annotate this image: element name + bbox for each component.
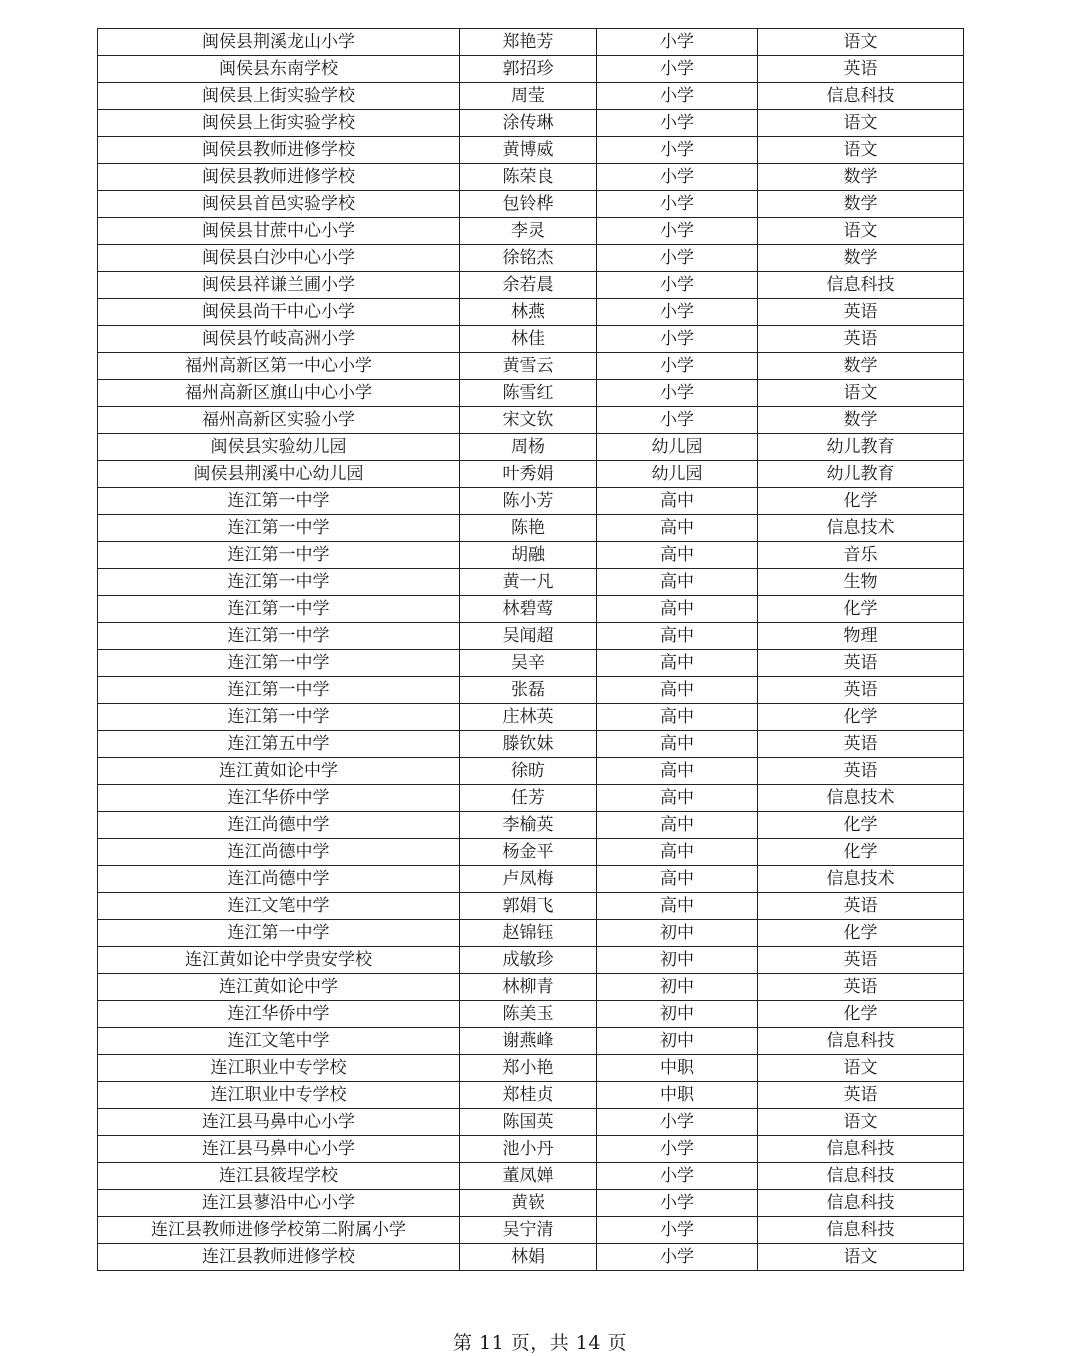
subject-cell: 语文	[758, 137, 964, 164]
school-cell: 连江黄如论中学	[98, 974, 460, 1001]
table-row	[98, 83, 964, 110]
school-level-cell: 小学	[597, 56, 758, 83]
school-cell: 连江第一中学	[98, 488, 460, 515]
subject-cell: 英语	[758, 326, 964, 353]
subject-cell: 信息科技	[758, 1028, 964, 1055]
school-cell: 福州高新区第一中心小学	[98, 353, 460, 380]
table-row	[98, 29, 964, 56]
subject-cell: 英语	[758, 299, 964, 326]
school-level-cell: 高中	[597, 488, 758, 515]
teacher-name-cell: 陈雪红	[460, 380, 597, 407]
teacher-name-cell: 郭娟飞	[460, 893, 597, 920]
school-cell: 连江第一中学	[98, 515, 460, 542]
school-level-cell: 小学	[597, 245, 758, 272]
table-row	[98, 974, 964, 1001]
subject-cell: 英语	[758, 974, 964, 1001]
teacher-name-cell: 黄嵚	[460, 1190, 597, 1217]
school-level-cell: 高中	[597, 542, 758, 569]
school-cell: 连江第一中学	[98, 569, 460, 596]
school-level-cell: 幼儿园	[597, 461, 758, 488]
subject-cell: 英语	[758, 677, 964, 704]
table-row	[98, 650, 964, 677]
school-level-cell: 高中	[597, 893, 758, 920]
teacher-name-cell: 胡融	[460, 542, 597, 569]
table-row	[98, 191, 964, 218]
subject-cell: 英语	[758, 758, 964, 785]
subject-cell: 幼儿教育	[758, 461, 964, 488]
school-cell: 闽侯县甘蔗中心小学	[98, 218, 460, 245]
school-cell: 连江尚德中学	[98, 866, 460, 893]
teacher-name-cell: 郑桂贞	[460, 1082, 597, 1109]
subject-cell: 语文	[758, 29, 964, 56]
school-level-cell: 高中	[597, 650, 758, 677]
teacher-name-cell: 黄一凡	[460, 569, 597, 596]
school-level-cell: 初中	[597, 1001, 758, 1028]
table-row	[98, 1163, 964, 1190]
subject-cell: 化学	[758, 704, 964, 731]
table-row	[98, 785, 964, 812]
school-cell: 连江职业中专学校	[98, 1082, 460, 1109]
school-cell: 连江第一中学	[98, 704, 460, 731]
school-cell: 闽侯县荆溪龙山小学	[98, 29, 460, 56]
teacher-name-cell: 郑艳芳	[460, 29, 597, 56]
school-level-cell: 小学	[597, 110, 758, 137]
school-level-cell: 高中	[597, 731, 758, 758]
table-row	[98, 1190, 964, 1217]
teacher-name-cell: 郑小艳	[460, 1055, 597, 1082]
teacher-name-cell: 林娟	[460, 1244, 597, 1271]
table-row	[98, 1082, 964, 1109]
table-row	[98, 866, 964, 893]
teacher-name-cell: 林碧莺	[460, 596, 597, 623]
teacher-name-cell: 黄雪云	[460, 353, 597, 380]
teacher-name-cell: 赵锦钰	[460, 920, 597, 947]
school-cell: 连江县马鼻中心小学	[98, 1109, 460, 1136]
subject-cell: 化学	[758, 839, 964, 866]
school-level-cell: 小学	[597, 380, 758, 407]
subject-cell: 英语	[758, 731, 964, 758]
teacher-name-cell: 林柳青	[460, 974, 597, 1001]
table-row	[98, 1028, 964, 1055]
table-row	[98, 1136, 964, 1163]
subject-cell: 信息科技	[758, 1163, 964, 1190]
teacher-name-cell: 董凤婵	[460, 1163, 597, 1190]
subject-cell: 信息技术	[758, 785, 964, 812]
school-level-cell: 小学	[597, 29, 758, 56]
table-row	[98, 272, 964, 299]
teacher-name-cell: 吴闻超	[460, 623, 597, 650]
school-cell: 连江县筱埕学校	[98, 1163, 460, 1190]
subject-cell: 化学	[758, 812, 964, 839]
school-level-cell: 小学	[597, 1109, 758, 1136]
school-level-cell: 高中	[597, 812, 758, 839]
subject-cell: 英语	[758, 1082, 964, 1109]
school-cell: 连江第一中学	[98, 650, 460, 677]
school-cell: 连江华侨中学	[98, 785, 460, 812]
table-row	[98, 137, 964, 164]
subject-cell: 音乐	[758, 542, 964, 569]
subject-cell: 英语	[758, 893, 964, 920]
school-level-cell: 小学	[597, 191, 758, 218]
subject-cell: 化学	[758, 1001, 964, 1028]
teacher-name-cell: 郭招珍	[460, 56, 597, 83]
school-cell: 福州高新区旗山中心小学	[98, 380, 460, 407]
teacher-name-cell: 吴辛	[460, 650, 597, 677]
school-level-cell: 中职	[597, 1082, 758, 1109]
subject-cell: 语文	[758, 110, 964, 137]
teacher-name-cell: 陈国英	[460, 1109, 597, 1136]
school-cell: 连江华侨中学	[98, 1001, 460, 1028]
school-cell: 连江黄如论中学贵安学校	[98, 947, 460, 974]
teacher-name-cell: 滕钦妹	[460, 731, 597, 758]
school-cell: 连江尚德中学	[98, 812, 460, 839]
school-level-cell: 初中	[597, 1028, 758, 1055]
school-level-cell: 高中	[597, 677, 758, 704]
school-level-cell: 小学	[597, 1244, 758, 1271]
table-row	[98, 353, 964, 380]
subject-cell: 信息科技	[758, 1190, 964, 1217]
table-row	[98, 731, 964, 758]
teacher-name-cell: 吴宁清	[460, 1217, 597, 1244]
school-level-cell: 高中	[597, 704, 758, 731]
teacher-name-cell: 周杨	[460, 434, 597, 461]
school-level-cell: 高中	[597, 758, 758, 785]
school-level-cell: 初中	[597, 920, 758, 947]
table-row	[98, 596, 964, 623]
subject-cell: 数学	[758, 407, 964, 434]
school-cell: 闽侯县尚干中心小学	[98, 299, 460, 326]
table-row	[98, 1217, 964, 1244]
school-level-cell: 高中	[597, 596, 758, 623]
teacher-name-cell: 陈美玉	[460, 1001, 597, 1028]
subject-cell: 信息科技	[758, 272, 964, 299]
table-body	[98, 29, 964, 1271]
school-level-cell: 初中	[597, 947, 758, 974]
table-row	[98, 488, 964, 515]
subject-cell: 语文	[758, 1109, 964, 1136]
subject-cell: 信息科技	[758, 1217, 964, 1244]
subject-cell: 语文	[758, 218, 964, 245]
school-level-cell: 小学	[597, 1217, 758, 1244]
table-row	[98, 326, 964, 353]
teacher-roster-table	[97, 28, 964, 1271]
school-cell: 闽侯县白沙中心小学	[98, 245, 460, 272]
school-cell: 闽侯县东南学校	[98, 56, 460, 83]
table-row	[98, 218, 964, 245]
subject-cell: 数学	[758, 191, 964, 218]
school-cell: 闽侯县教师进修学校	[98, 164, 460, 191]
school-level-cell: 高中	[597, 839, 758, 866]
teacher-name-cell: 谢燕峰	[460, 1028, 597, 1055]
table-row	[98, 812, 964, 839]
subject-cell: 化学	[758, 920, 964, 947]
school-cell: 福州高新区实验小学	[98, 407, 460, 434]
school-level-cell: 小学	[597, 299, 758, 326]
teacher-name-cell: 张磊	[460, 677, 597, 704]
school-cell: 闽侯县荆溪中心幼儿园	[98, 461, 460, 488]
subject-cell: 数学	[758, 353, 964, 380]
teacher-name-cell: 叶秀娟	[460, 461, 597, 488]
table-row	[98, 677, 964, 704]
table-row	[98, 407, 964, 434]
school-cell: 连江第一中学	[98, 677, 460, 704]
subject-cell: 信息技术	[758, 866, 964, 893]
teacher-name-cell: 李榆英	[460, 812, 597, 839]
school-cell: 连江第五中学	[98, 731, 460, 758]
school-level-cell: 小学	[597, 1163, 758, 1190]
subject-cell: 信息科技	[758, 1136, 964, 1163]
school-level-cell: 初中	[597, 974, 758, 1001]
teacher-name-cell: 余若晨	[460, 272, 597, 299]
table-row	[98, 56, 964, 83]
table-row	[98, 380, 964, 407]
subject-cell: 语文	[758, 1244, 964, 1271]
table-row	[98, 461, 964, 488]
school-level-cell: 小学	[597, 407, 758, 434]
table-row	[98, 542, 964, 569]
school-level-cell: 中职	[597, 1055, 758, 1082]
school-level-cell: 高中	[597, 623, 758, 650]
subject-cell: 语文	[758, 1055, 964, 1082]
school-cell: 闽侯县首邑实验学校	[98, 191, 460, 218]
school-cell: 闽侯县上街实验学校	[98, 83, 460, 110]
school-level-cell: 小学	[597, 1136, 758, 1163]
table-row	[98, 1109, 964, 1136]
school-level-cell: 小学	[597, 1190, 758, 1217]
school-cell: 闽侯县竹岐高洲小学	[98, 326, 460, 353]
subject-cell: 信息科技	[758, 83, 964, 110]
school-cell: 闽侯县上街实验学校	[98, 110, 460, 137]
school-level-cell: 小学	[597, 137, 758, 164]
table-row	[98, 893, 964, 920]
school-level-cell: 小学	[597, 353, 758, 380]
teacher-name-cell: 成敏珍	[460, 947, 597, 974]
table-row	[98, 704, 964, 731]
teacher-name-cell: 池小丹	[460, 1136, 597, 1163]
table-row	[98, 164, 964, 191]
teacher-name-cell: 徐昉	[460, 758, 597, 785]
school-level-cell: 高中	[597, 866, 758, 893]
teacher-name-cell: 涂传琳	[460, 110, 597, 137]
school-cell: 连江第一中学	[98, 623, 460, 650]
subject-cell: 英语	[758, 947, 964, 974]
school-cell: 连江职业中专学校	[98, 1055, 460, 1082]
teacher-name-cell: 周莹	[460, 83, 597, 110]
table-row	[98, 920, 964, 947]
school-cell: 闽侯县祥谦兰圃小学	[98, 272, 460, 299]
subject-cell: 化学	[758, 596, 964, 623]
table-row	[98, 515, 964, 542]
subject-cell: 英语	[758, 650, 964, 677]
table-row	[98, 1055, 964, 1082]
table-row	[98, 947, 964, 974]
school-level-cell: 小学	[597, 218, 758, 245]
school-cell: 连江黄如论中学	[98, 758, 460, 785]
school-cell: 连江县蓼沿中心小学	[98, 1190, 460, 1217]
subject-cell: 幼儿教育	[758, 434, 964, 461]
subject-cell: 数学	[758, 164, 964, 191]
table-row	[98, 569, 964, 596]
teacher-name-cell: 林燕	[460, 299, 597, 326]
teacher-name-cell: 陈艳	[460, 515, 597, 542]
subject-cell: 语文	[758, 380, 964, 407]
teacher-name-cell: 庄林英	[460, 704, 597, 731]
teacher-name-cell: 陈小芳	[460, 488, 597, 515]
table-row	[98, 110, 964, 137]
school-cell: 连江第一中学	[98, 920, 460, 947]
teacher-name-cell: 杨金平	[460, 839, 597, 866]
teacher-name-cell: 任芳	[460, 785, 597, 812]
table-row	[98, 299, 964, 326]
roster-sheet	[97, 28, 963, 1271]
table-row	[98, 1244, 964, 1271]
subject-cell: 化学	[758, 488, 964, 515]
school-level-cell: 小学	[597, 164, 758, 191]
school-cell: 连江第一中学	[98, 596, 460, 623]
subject-cell: 信息技术	[758, 515, 964, 542]
teacher-name-cell: 李灵	[460, 218, 597, 245]
teacher-name-cell: 包铃桦	[460, 191, 597, 218]
school-level-cell: 小学	[597, 83, 758, 110]
school-level-cell: 小学	[597, 272, 758, 299]
subject-cell: 数学	[758, 245, 964, 272]
school-level-cell: 小学	[597, 326, 758, 353]
school-cell: 连江第一中学	[98, 542, 460, 569]
table-row	[98, 839, 964, 866]
school-level-cell: 高中	[597, 569, 758, 596]
teacher-name-cell: 陈荣良	[460, 164, 597, 191]
page-footer: 第 11 页，共 14 页	[452, 1332, 627, 1354]
teacher-name-cell: 宋文钦	[460, 407, 597, 434]
school-cell: 连江文笔中学	[98, 1028, 460, 1055]
table-row	[98, 434, 964, 461]
subject-cell: 物理	[758, 623, 964, 650]
school-cell: 连江尚德中学	[98, 839, 460, 866]
school-level-cell: 高中	[597, 515, 758, 542]
subject-cell: 生物	[758, 569, 964, 596]
school-level-cell: 高中	[597, 785, 758, 812]
teacher-name-cell: 徐铭杰	[460, 245, 597, 272]
teacher-name-cell: 黄博威	[460, 137, 597, 164]
table-row	[98, 758, 964, 785]
subject-cell: 英语	[758, 56, 964, 83]
teacher-name-cell: 卢凤梅	[460, 866, 597, 893]
table-row	[98, 1001, 964, 1028]
school-level-cell: 幼儿园	[597, 434, 758, 461]
school-cell: 连江县马鼻中心小学	[98, 1136, 460, 1163]
table-row	[98, 245, 964, 272]
table-row	[98, 623, 964, 650]
school-cell: 闽侯县实验幼儿园	[98, 434, 460, 461]
school-cell: 连江县教师进修学校第二附属小学	[98, 1217, 460, 1244]
teacher-name-cell: 林佳	[460, 326, 597, 353]
school-cell: 连江文笔中学	[98, 893, 460, 920]
school-cell: 连江县教师进修学校	[98, 1244, 460, 1271]
school-cell: 闽侯县教师进修学校	[98, 137, 460, 164]
